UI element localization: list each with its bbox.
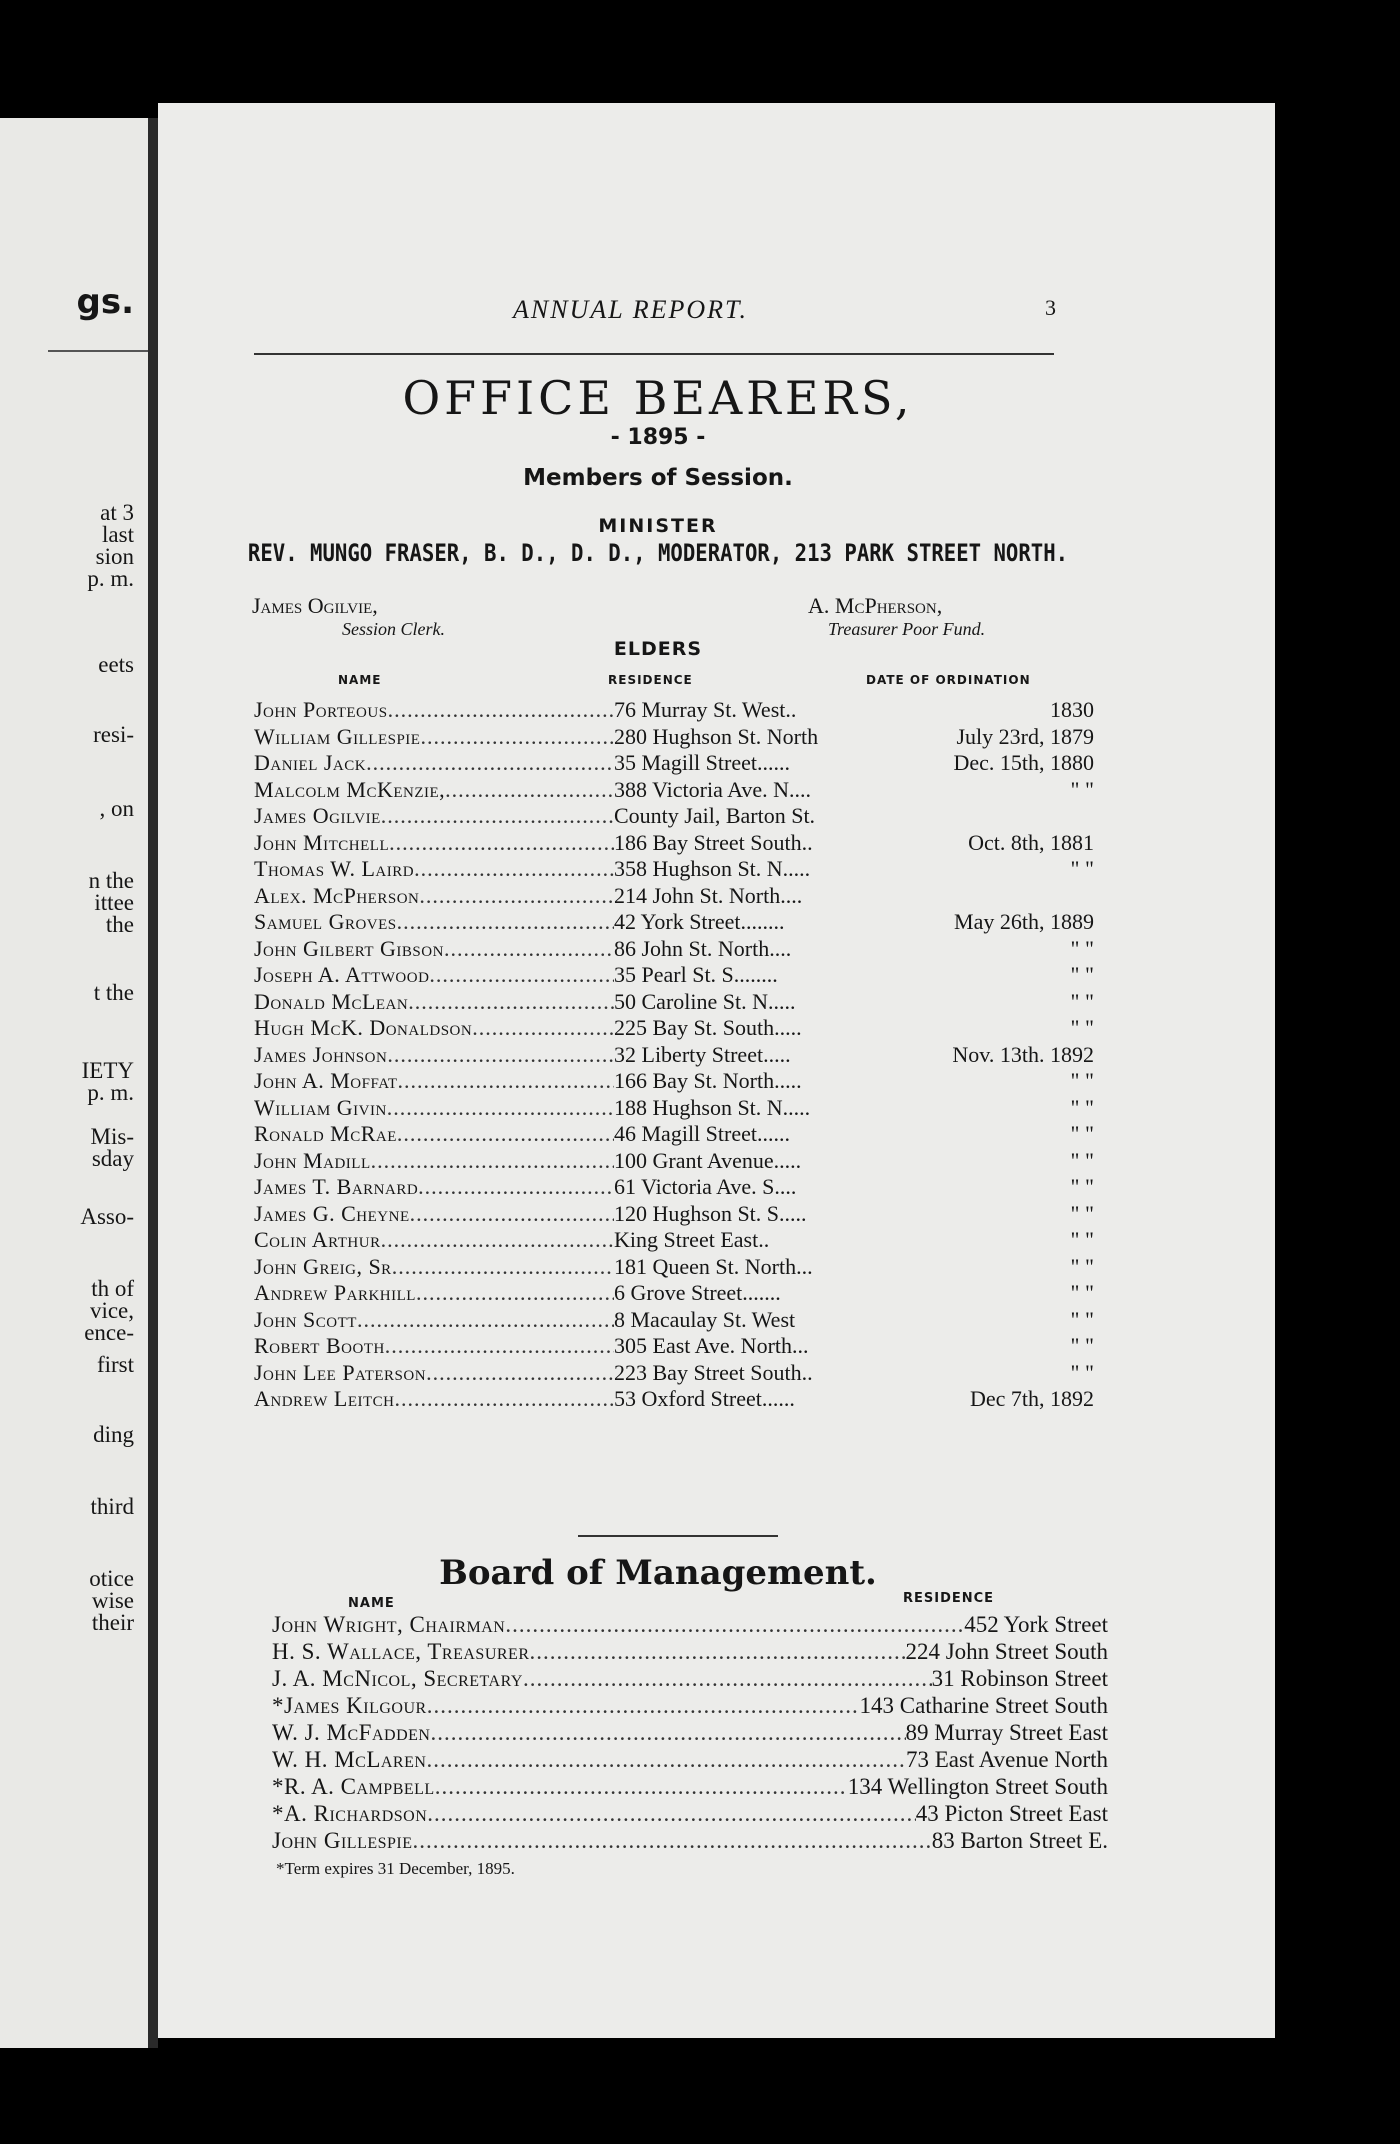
- elder-name: Donald McLean: [254, 988, 409, 1014]
- leader-dots: [392, 1254, 614, 1281]
- leader-dots: [394, 1386, 614, 1413]
- minister-label: MINISTER: [598, 515, 718, 537]
- board-member-residence: 83 Barton Street E.: [931, 1828, 1108, 1853]
- elder-residence: 223 Bay Street South..: [614, 1359, 813, 1385]
- elder-name: Thomas W. Laird: [254, 856, 415, 881]
- left-page-text: resi-: [93, 722, 134, 747]
- leader-dots: [429, 962, 614, 989]
- treasurer: [808, 593, 985, 640]
- left-page-text: wise: [91, 1588, 134, 1613]
- elder-name: Daniel Jack: [254, 750, 367, 775]
- leader-dots: [397, 909, 614, 936]
- board-member-name: *R. A. Campbell: [272, 1774, 435, 1799]
- elder-ordination-date: " ": [1070, 1068, 1094, 1093]
- elder-row: [254, 1386, 1094, 1413]
- left-page-text: n the: [88, 868, 134, 893]
- leader-dots: [385, 1333, 614, 1360]
- leader-dots: [381, 803, 614, 830]
- elder-name: Hugh McK. Donaldson: [254, 1015, 473, 1040]
- elder-ordination-date: [864, 803, 1094, 830]
- elder-residence: 166 Bay St. North.....: [614, 1068, 802, 1093]
- elder-row: [254, 777, 1094, 804]
- elder-row: [254, 750, 1094, 777]
- board-member-name: *James Kilgour: [272, 1693, 427, 1718]
- board-member-residence: 73 East Avenue North: [905, 1747, 1108, 1772]
- elder-residence: 32 Liberty Street.....: [614, 1041, 791, 1067]
- board-member-residence: 143 Catharine Street South: [859, 1693, 1108, 1718]
- leader-dots: [427, 1692, 860, 1719]
- elder-residence: 53 Oxford Street......: [614, 1386, 795, 1411]
- elder-ordination-date: Dec. 15th, 1880: [953, 750, 1094, 775]
- elder-residence: 86 John St. North....: [614, 935, 792, 961]
- left-page-text: sday: [91, 1146, 134, 1171]
- elder-residence: 188 Hughson St. N.....: [614, 1094, 811, 1120]
- board-row: [272, 1800, 1108, 1827]
- left-page-text: Mis-: [90, 1124, 134, 1149]
- elder-residence: 50 Caroline St. N.....: [614, 988, 796, 1014]
- leader-dots: [505, 1611, 964, 1638]
- elder-row: [254, 883, 1094, 910]
- leader-dots: [357, 1307, 614, 1334]
- board-row: [272, 1719, 1108, 1746]
- elder-name: Ronald McRae: [254, 1121, 397, 1146]
- leader-dots: [418, 1174, 614, 1201]
- left-page-text: p. m.: [87, 566, 134, 591]
- elder-ordination-date: July 23rd, 1879: [956, 723, 1094, 749]
- elder-row: [254, 1201, 1094, 1228]
- elder-row: [254, 697, 1094, 724]
- page-gutter: [148, 118, 158, 2048]
- leader-dots: [387, 1042, 614, 1069]
- elder-residence: 305 East Ave. North...: [614, 1333, 809, 1358]
- board-member-residence: 134 Wellington Street South: [847, 1774, 1108, 1799]
- elder-residence: 6 Grove Street.......: [614, 1280, 781, 1305]
- left-page-text: t the: [93, 980, 134, 1005]
- left-page-text: th of: [91, 1276, 134, 1301]
- left-page-text: the: [105, 912, 134, 937]
- header-rule: [254, 353, 1054, 355]
- board-row: [272, 1827, 1108, 1854]
- elder-residence: 181 Queen St. North...: [614, 1253, 813, 1279]
- left-page-text: at 3: [100, 500, 134, 525]
- elder-row: [254, 1068, 1094, 1095]
- elder-residence: 100 Grant Avenue.....: [614, 1147, 802, 1173]
- elders-heading: ELDERS: [613, 638, 703, 660]
- elder-name: Samuel Groves: [254, 909, 397, 934]
- elder-residence: 388 Victoria Ave. N....: [614, 776, 812, 802]
- running-head: ANNUAL REPORT.: [513, 295, 749, 324]
- right-page: [158, 103, 1275, 2038]
- leader-dots: [408, 989, 614, 1016]
- board-member-name: W. H. McLaren: [272, 1747, 427, 1772]
- section-rule: [578, 1535, 778, 1537]
- elder-residence: 225 Bay St. South.....: [614, 1015, 802, 1040]
- leader-dots: [389, 830, 614, 857]
- treasurer-role: Treasurer Poor Fund.: [828, 619, 986, 639]
- board-member-residence: 452 York Street: [964, 1612, 1108, 1637]
- left-page-text: ence-: [84, 1320, 134, 1345]
- leader-dots: [472, 1015, 614, 1042]
- leader-dots: [410, 1201, 614, 1228]
- leader-dots: [444, 936, 614, 963]
- elder-ordination-date: " ": [1070, 1147, 1094, 1173]
- elder-name: Andrew Leitch: [254, 1386, 395, 1411]
- elder-ordination-date: " ": [1070, 1094, 1094, 1120]
- elder-residence: 358 Hughson St. N.....: [614, 856, 811, 881]
- elder-residence: 280 Hughson St. North: [614, 723, 819, 749]
- elder-residence: 120 Hughson St. S.....: [614, 1200, 807, 1226]
- left-page-text: ding: [93, 1422, 134, 1447]
- elder-residence: 46 Magill Street......: [614, 1121, 790, 1146]
- left-page-text: first: [96, 1352, 134, 1377]
- elder-ordination-date: " ": [1070, 1227, 1094, 1252]
- elder-name: William Gillespie: [254, 723, 421, 749]
- board-row: [272, 1746, 1108, 1773]
- elder-row: [254, 1307, 1094, 1334]
- elder-row: [254, 1254, 1094, 1281]
- elder-name: Robert Booth: [254, 1333, 385, 1358]
- board-member-name: John Wright, Chairman: [272, 1612, 506, 1637]
- elders-list: [254, 697, 1094, 1413]
- elder-row: [254, 803, 1094, 830]
- elder-ordination-date: " ": [1070, 1359, 1094, 1385]
- elder-ordination-date: May 26th, 1889: [954, 909, 1094, 934]
- elder-name: James T. Barnard: [254, 1174, 419, 1199]
- session-clerk: [252, 593, 445, 640]
- elder-name: John Porteous: [254, 697, 388, 722]
- board-member-residence: 43 Picton Street East: [915, 1801, 1108, 1826]
- leader-dots: [414, 856, 614, 883]
- elder-ordination-date: " ": [1070, 776, 1094, 802]
- board-member-name: John Gillespie: [272, 1828, 413, 1853]
- elder-name: James G. Cheyne: [254, 1200, 410, 1226]
- elder-ordination-date: [864, 883, 1094, 910]
- left-page-text: sion: [95, 544, 134, 569]
- elder-name: John Mitchell: [254, 829, 390, 855]
- elder-row: [254, 962, 1094, 989]
- elder-name: John Greig, Sr: [254, 1253, 392, 1279]
- elder-residence: 35 Pearl St. S........: [614, 962, 778, 987]
- board-member-name: W. J. McFadden: [272, 1720, 431, 1745]
- board-col-residence: RESIDENCE: [903, 1591, 995, 1606]
- left-page-text: IETY: [81, 1058, 134, 1083]
- elder-name: Malcolm McKenzie,: [254, 776, 446, 802]
- elder-ordination-date: " ": [1070, 988, 1094, 1014]
- elder-name: William Givin: [254, 1094, 387, 1120]
- elder-row: [254, 724, 1094, 751]
- elder-ordination-date: " ": [1070, 1333, 1094, 1358]
- leader-dots: [430, 1719, 905, 1746]
- elder-name: John Scott: [254, 1306, 357, 1332]
- elder-row: [254, 830, 1094, 857]
- elder-name: James Johnson: [254, 1041, 388, 1067]
- leader-dots: [413, 1827, 932, 1854]
- year-label: - 1895 -: [610, 425, 706, 450]
- left-page-text: their: [91, 1610, 134, 1635]
- session-clerk-name: James Ogilvie,: [252, 593, 378, 618]
- left-page-text: otice: [89, 1566, 134, 1591]
- elder-name: John Madill: [254, 1147, 371, 1173]
- elder-name: John Lee Paterson: [254, 1359, 427, 1385]
- elder-ordination-date: 1830: [1050, 697, 1094, 722]
- board-row: [272, 1773, 1108, 1800]
- leader-dots: [420, 724, 614, 751]
- elders-col-date: DATE OF ORDINATION: [866, 673, 1031, 687]
- left-page-text: p. m.: [87, 1080, 134, 1105]
- left-page-rule: [48, 350, 148, 352]
- left-page-text: gs.: [76, 282, 134, 322]
- page-title: OFFICE BEARERS,: [402, 371, 914, 425]
- elder-row: [254, 1121, 1094, 1148]
- elder-residence: 42 York Street........: [614, 909, 785, 934]
- members-heading: Members of Session.: [523, 465, 793, 491]
- elder-row: [254, 936, 1094, 963]
- treasurer-name: A. McPherson,: [808, 593, 943, 618]
- leader-dots: [530, 1638, 906, 1665]
- elder-ordination-date: Nov. 13th. 1892: [952, 1041, 1094, 1067]
- board-heading: Board of Management.: [439, 1553, 877, 1593]
- leader-dots: [435, 1773, 848, 1800]
- elder-residence: 186 Bay Street South..: [614, 829, 813, 855]
- elder-row: [254, 1174, 1094, 1201]
- elder-row: [254, 1095, 1094, 1122]
- elder-name: Colin Arthur: [254, 1227, 381, 1252]
- elder-residence: 61 Victoria Ave. S....: [614, 1174, 797, 1199]
- leader-dots: [388, 697, 614, 724]
- leader-dots: [426, 1360, 614, 1387]
- elder-row: [254, 1333, 1094, 1360]
- minister-line: REV. MUNGO FRASER, B. D., D. D., MODERATOR, 213 PARK STREET NORTH.: [247, 539, 1069, 567]
- left-page-text: third: [90, 1494, 134, 1519]
- leader-dots: [366, 750, 614, 777]
- elder-ordination-date: " ": [1070, 856, 1094, 881]
- elder-ordination-date: " ": [1070, 1306, 1094, 1332]
- board-col-name: NAME: [348, 1596, 395, 1611]
- elder-residence: 76 Murray St. West..: [614, 697, 797, 722]
- elder-ordination-date: " ": [1070, 962, 1094, 987]
- elder-row: [254, 909, 1094, 936]
- board-member-residence: 89 Murray Street East: [905, 1720, 1108, 1745]
- elder-row: [254, 1280, 1094, 1307]
- board-row: [272, 1638, 1108, 1665]
- board-row: [272, 1665, 1108, 1692]
- elders-col-name: NAME: [338, 673, 382, 687]
- session-clerk-role: Session Clerk.: [342, 619, 445, 639]
- elder-name: Joseph A. Attwood: [254, 962, 430, 987]
- leader-dots: [426, 1746, 906, 1773]
- leader-dots: [398, 1068, 614, 1095]
- elder-row: [254, 1360, 1094, 1387]
- page-number: 3: [1045, 295, 1056, 320]
- elders-col-residence: RESIDENCE: [608, 673, 693, 687]
- elder-row: [254, 1015, 1094, 1042]
- left-page-text: vice,: [89, 1298, 134, 1323]
- elder-row: [254, 856, 1094, 883]
- elder-row: [254, 1148, 1094, 1175]
- leader-dots: [397, 1121, 614, 1148]
- board-member-residence: 224 John Street South: [905, 1639, 1108, 1664]
- left-page-text: last: [102, 522, 134, 547]
- elder-ordination-date: " ": [1070, 935, 1094, 961]
- footnote: *Term expires 31 December, 1895.: [276, 1859, 515, 1878]
- leader-dots: [387, 1095, 614, 1122]
- left-page-text: eets: [98, 652, 134, 677]
- elder-name: John Gilbert Gibson: [254, 935, 444, 961]
- board-list: [272, 1611, 1108, 1854]
- left-page-fragment: [0, 118, 148, 2048]
- elder-row: [254, 1227, 1094, 1254]
- elder-name: James Ogilvie: [254, 803, 381, 828]
- elder-residence: 214 John St. North....: [614, 882, 803, 908]
- board-member-name: H. S. Wallace, Treasurer: [272, 1639, 530, 1664]
- elder-ordination-date: " ": [1070, 1253, 1094, 1279]
- leader-dots: [445, 777, 614, 804]
- board-member-name: J. A. McNicol, Secretary: [272, 1666, 523, 1691]
- elder-ordination-date: Dec 7th, 1892: [969, 1386, 1094, 1411]
- elder-row: [254, 1042, 1094, 1069]
- board-row: [272, 1611, 1108, 1638]
- elder-ordination-date: " ": [1070, 1121, 1094, 1146]
- elder-row: [254, 989, 1094, 1016]
- elder-name: John A. Moffat: [254, 1068, 398, 1093]
- leader-dots: [427, 1800, 915, 1827]
- elder-ordination-date: " ": [1070, 1015, 1094, 1040]
- board-member-residence: 31 Robinson Street: [931, 1666, 1108, 1691]
- elder-residence: County Jail, Barton St.: [614, 803, 816, 828]
- elder-name: Andrew Parkhill: [254, 1280, 416, 1305]
- leader-dots: [381, 1227, 614, 1254]
- left-page-text: ittee: [94, 890, 134, 915]
- elder-residence: 8 Macaulay St. West: [614, 1306, 796, 1332]
- elder-residence: 35 Magill Street......: [614, 750, 790, 775]
- left-page-text: Asso-: [80, 1204, 134, 1229]
- elder-residence: King Street East..: [614, 1227, 770, 1252]
- leader-dots: [523, 1665, 932, 1692]
- board-row: [272, 1692, 1108, 1719]
- leader-dots: [416, 1280, 614, 1307]
- leader-dots: [419, 883, 614, 910]
- left-page-text: , on: [99, 796, 134, 821]
- elder-ordination-date: " ": [1070, 1200, 1094, 1226]
- elder-ordination-date: Oct. 8th, 1881: [968, 829, 1094, 855]
- board-member-name: *A. Richardson: [272, 1801, 428, 1826]
- leader-dots: [371, 1148, 614, 1175]
- elder-name: Alex. McPherson: [254, 882, 420, 908]
- elder-ordination-date: " ": [1070, 1280, 1094, 1305]
- elder-ordination-date: " ": [1070, 1174, 1094, 1199]
